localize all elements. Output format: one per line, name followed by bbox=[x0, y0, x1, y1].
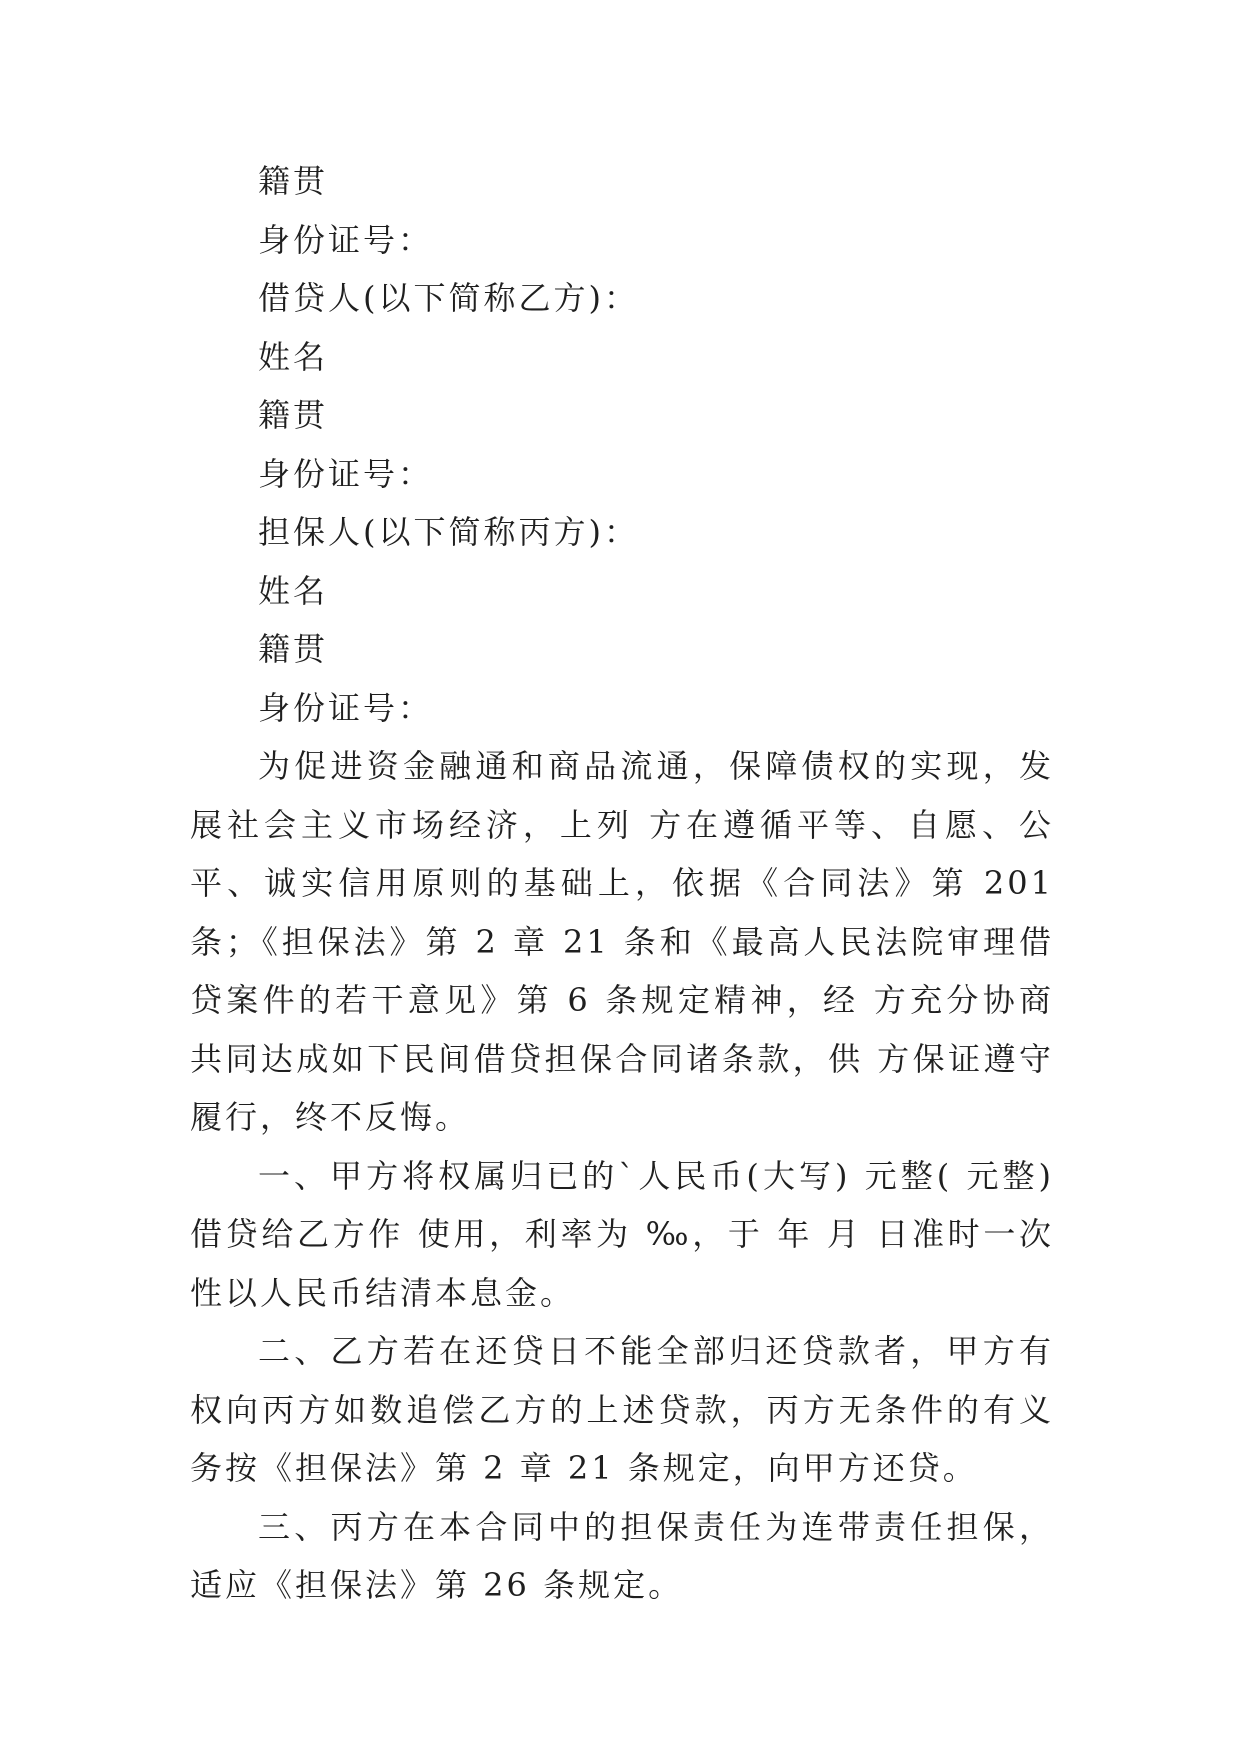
field-native-place: 籍贯 bbox=[258, 162, 329, 200]
field-borrower-native-place: 籍贯 bbox=[258, 396, 329, 434]
field-guarantor-id-number: 身份证号： bbox=[258, 688, 434, 727]
field-borrower-id-number: 身份证号： bbox=[258, 454, 434, 493]
field-id-number: 身份证号： bbox=[258, 220, 434, 259]
field-guarantor-heading: 担保人(以下简称丙方)： bbox=[258, 513, 639, 551]
field-guarantor-native-place: 籍贯 bbox=[258, 630, 329, 668]
document-body bbox=[190, 152, 1054, 1615]
paragraph-clause-2: 二、乙方若在还贷日不能全部归还贷款者，甲方有权向丙方如数追偿乙方的上述贷款，丙方无条件的有义务按《担保法》第 2 章 21 条规定，向甲方还贷。 bbox=[190, 1332, 1054, 1487]
field-guarantor-name: 姓名 bbox=[258, 571, 329, 610]
paragraph-clause-1: 一、甲方将权属归已的`人民币(大写) 元整( 元整)借贷给乙方作 使用，利率为 ‰，于 年 月 日准时一次性以人民币结清本息金。 bbox=[190, 1156, 1054, 1312]
field-borrower-heading: 借贷人(以下简称乙方)： bbox=[258, 279, 639, 317]
field-borrower-name: 姓名 bbox=[258, 337, 329, 376]
paragraph-clause-3: 三、丙方在本合同中的担保责任为连带责任担保，适应《担保法》第 26 条规定。 bbox=[190, 1507, 1054, 1604]
paragraph-preamble: 为促进资金融通和商品流通，保障债权的实现，发展社会主义市场经济，上列 方在遵循平等、自愿、公平、诚实信用原则的基础上，依据《合同法》第 201 条；《担保法》第 2 章 21 条和《最高人民法院审理借贷案件的若干意见》第 6 条规定精神，经 方充分协商共同达成如下民间借贷担保合同诸条款，供 方保证遵守履行，终不反悔。 bbox=[190, 747, 1054, 1136]
